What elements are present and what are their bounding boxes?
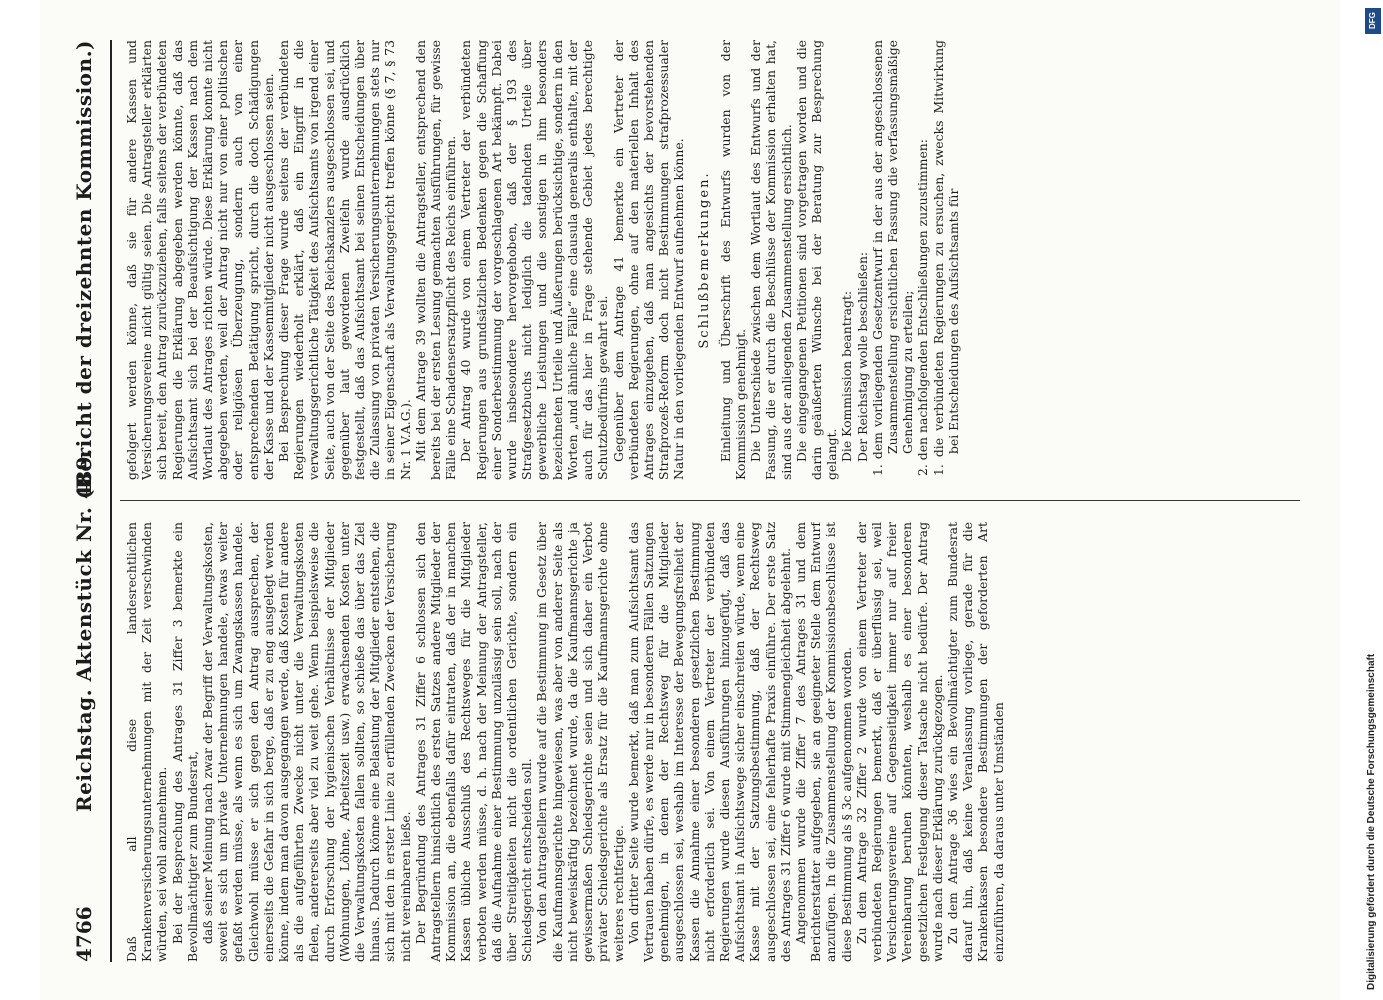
resolution-text: den nachfolgenden Entschließungen zuzustimmen: [915,139,931,461]
resolution-number: 2. [915,464,931,476]
left-paragraph: Angenommen wurde die Ziffer 7 des Antrages 31 und dem Berichterstatter aufgegeben, sie an geeigneter Stelle dem Entwurf anzufügen. In die Zusammenstellung der Kommissionsbeschlüsse ist diese Bestimmung als § 3c aufgenommen worden. [792,522,854,962]
resolution-list [870,40,961,480]
dfg-logo: DFG [1365,8,1381,34]
document-subtitle: (Bericht der dreizehnten Kommission.) [72,40,96,499]
closing-paragraph: Der Reichstag wolle beschließen: [854,251,870,462]
resolution-item [915,40,930,480]
closing-paragraph: Die eingegangenen Petitionen sind vorgetragen worden und die darin geäußerten Wünsche bei der Beratung zur Besprechung gelangt. [793,40,840,480]
digitization-credit: Digitalisierung gefördert durch die Deutsche Forschungsgemeinschaft [1366,653,1377,990]
resolution-item [870,40,916,480]
closing-paragraph: Einleitung und Überschrift des Entwurfs wurden von der Kommission genehmigt. [717,40,748,480]
left-paragraph: Von den Antragstellern wurde auf die Bestimmung im Gesetz über die Kaufmannsgerichte hingewiesen, was aber von anderer Seite als nicht beweiskräftig bezeichnet wurde, da die Kaufmannsgerichte ja gewissermaßen Schiedsgerichte seien und sich daher ein Verbot privater Schiedsgerichte als Ersatz für die Kaufmannsgerichte ohne weiteres rechtfertige. [534,522,626,962]
resolution-number: 1. [930,464,946,476]
resolution-number: 1. [869,464,885,476]
left-paragraph: daß seiner Meinung nach zwar der Begriff der Verwaltungskosten, soweit es sich um private Unternehmungen handele, etwas weiter gefaßt werden müsse, als wenn es sich um Zwangskassen handele. Gleichwohl müsse er sich gegen den Antrag aussprechen, der einerseits die Gefahr in sich berge, daß er zu eng ausgelegt werden könne, indem man davon ausgegangen werde, daß Kosten für andere als die aufgeführten Zwecke nicht unter die Verwaltungskosten fielen, andererseits aber viel zu weit gehe. Wenn beispielsweise die durch Erforschung der hygienischen Verhältnisse der Mitglieder (Wohnungen, Löhne, Arbeitszeit usw.) erwachsenden Kosten unter die Verwaltungskosten fallen sollten, so schieße das über das Ziel hinaus. Dadurch könne eine Belastung der Mitglieder entstehen, die sich mit den in erster Linie zu erfüllenden Zwecken der Versicherung nicht vereinbaren ließe. [200,522,413,962]
right-paragraph: Der Antrag 40 wurde von einem Vertreter der verbündeten Regierungen aus grundsätzlichen Bedenken gegen die Schaffung einer Sonderbestimmung der vorgeschlagenen Art bekämpft. Dabei wurde insbesondere hervorgehoben, daß der § 193 des Strafgesetzbuchs nicht lediglich die tadelnden Urteile über gewerbliche Leistungen und die sonstigen in ihm besonders bezeichneten Urteile und Äußerungen berücksichtige, sondern in den Worten „und ähnliche Fälle“ eine clausula generalis enthalte, mit der auch für das hier in Frage stehende Gebiet jedes berechtigte Schutzbedürfnis gewahrt sei. [458,40,611,480]
document-title: Reichstag. Aktenstück Nr. 489. [72,448,96,812]
page-number: 4766 [72,906,96,962]
resolution-text: dem vorliegenden Gesetzentwurf in der aus der angeschlossenen Zusammenstellung ersichtlichen Fassung die verfassungsmäßige Genehmigung zu erteilen; [869,40,916,460]
left-paragraph: Zu dem Antrage 36 wies ein Bevollmächtigter zum Bundesrat darauf hin, daß keine Veranlassung vorliege, gerade für die Krankenkassen besondere Bestimmungen der geforderten Art einzuführen, da daraus unter Umständen [944,522,1006,962]
resolution-item [931,40,961,480]
right-column-paragraphs [124,40,687,480]
section-heading: Schlußbemerkungen. [696,171,712,349]
closing-paragraphs [718,40,870,480]
resolution-text: die verbündeten Regierungen zu ersuchen, zwecks Mitwirkung bei Entscheidungen des Aufsichtsamts für [930,40,961,458]
left-paragraph: Daß all diese landesrechtlichen Krankenversicherungsunternehmungen mit der Zeit verschwinden würden, sei wohl anzunehmen. [124,522,170,962]
left-paragraph: Zu dem Antrage 32 Ziffer 2 wurde von einem Vertreter der verbündeten Regierungen bemerkt, daß er überflüssig sei, weil Versicherungsvereine auf Gegenseitigkeit immer nur auf freier Vereinbarung beruhen könnten, weshalb es einer besonderen gesetzlichen Festlegung dieser Tatsache nicht bedürfe. Der Antrag wurde nach dieser Erklärung zurückgezogen. [853,522,945,962]
left-paragraph: Bei der Besprechung des Antrages 31 Ziffer 3 bemerkte ein Bevollmächtigter zum Bundesrat, [169,522,200,962]
right-paragraph: gefolgert werden könne, daß sie für andere Kassen und Versicherungsvereine nicht gültig seien. Die Antragsteller erklärten sich bereit, den Antrag zurückzuziehen, falls seitens der verbündeten Regierungen die Erklärung abgegeben werden könnte, daß das Aufsichtsamt sich bei der Beaufsichtigung der Kassen nach dem Wortlaut des Antrages richten würde. Diese Erklärung konnte nicht abgegeben werden, weil der Antrag nicht nur von einer politischen oder religiösen Überzeugung, sondern auch von einer entsprechenden Betätigung spricht, durch die doch Schädigungen der Kasse und der Kassenmitglieder nicht ausgeschlossen seien. [124,40,276,480]
right-paragraph: Bei Besprechung dieser Frage wurde seitens der verbündeten Regierungen wiederholt erklärt, daß ein Eingriff in die verwaltungsgerichtliche Tätigkeit des Aufsichtsamts von irgend einer Seite, auch von der Seite des Reichskanzlers ausgeschlossen sei, und gegenüber laut gewordenen Zweifeln wurde ausdrücklich festgestellt, daß das Aufsichtsamt bei seinen Entscheidungen über die Zulassung von privaten Versicherungsunternehmungen stets nur in seiner Eigenschaft als Verwaltungsgericht treffen könne (§ 7, § 73 Nr. 1 V.A.G.). [276,40,413,480]
column-divider [120,500,1300,501]
right-column [124,40,1300,480]
running-head [66,40,106,962]
left-column [124,522,1300,962]
left-paragraph: Von dritter Seite wurde bemerkt, daß man zum Aufsichtsamt das Vertrauen haben dürfe, es werde nur in besonderen Fällen Satzungen genehmigen, in denen der Rechtsweg für die Mitglieder ausgeschlossen sei, weshalb im Interesse der Bewegungsfreiheit der Kassen die Annahme einer besonderen gesetzlichen Bestimmung nicht erforderlich sei. Von einem Vertreter der verbündeten Regierungen wurde diesen Ausführungen hinzugefügt, daß das Aufsichtsamt in Aufsichtswege sicher einschreiten würde, wenn eine Kasse mit der Satzungsbestimmung, daß der Rechtsweg ausgeschlossen sei, eine fehlerhafte Praxis einführe. Der erste Satz des Antrages 31 Ziffer 6 wurde mit Stimmengleichheit abgelehnt. [625,522,793,962]
closing-paragraph: Die Unterschiede zwischen dem Wortlaut des Entwurfs und der Fassung, die er durch die Beschlüsse der Kommission erhalten hat, sind aus der anliegenden Zusammenstellung ersichtlich. [748,40,794,480]
right-paragraph: Gegenüber dem Antrage 41 bemerkte ein Vertreter der verbündeten Regierungen, ohne auf den materiellen Inhalt des Antrages einzugehen, daß man angesichts der bevorstehenden Strafprozeß-Reform doch nicht Bestimmungen strafprozessualer Natur in den vorliegenden Entwurf aufnehmen könne. [610,40,687,480]
header-rule [110,40,112,962]
rotated-document-page [40,0,1340,1000]
closing-paragraph: Die Kommission beantragt: [839,290,855,462]
left-paragraph: Der Begründung des Antrages 31 Ziffer 6 schlossen sich den Antragstellern hinsichtlich des ersten Satzes andere Mitglieder der Kommission an, die ebenfalls dafür eintraten, daß der in manchen Kassen übliche Ausschluß des Rechtsweges für die Mitglieder verboten werden müsse, d. h. nach der Meinung der Antragsteller, daß die Aufnahme einer Bestimmung unzulässig sein soll, nach der über Streitigkeiten nicht die ordentlichen Gerichte, sondern ein Schiedsgericht entscheiden soll. [412,522,535,962]
right-paragraph: Mit dem Antrage 39 wollten die Antragsteller, entsprechend den bereits bei der ersten Lesung gemachten Ausführungen, für gewisse Fälle eine Schadensersatzpflicht des Reichs einführen. [412,40,459,480]
